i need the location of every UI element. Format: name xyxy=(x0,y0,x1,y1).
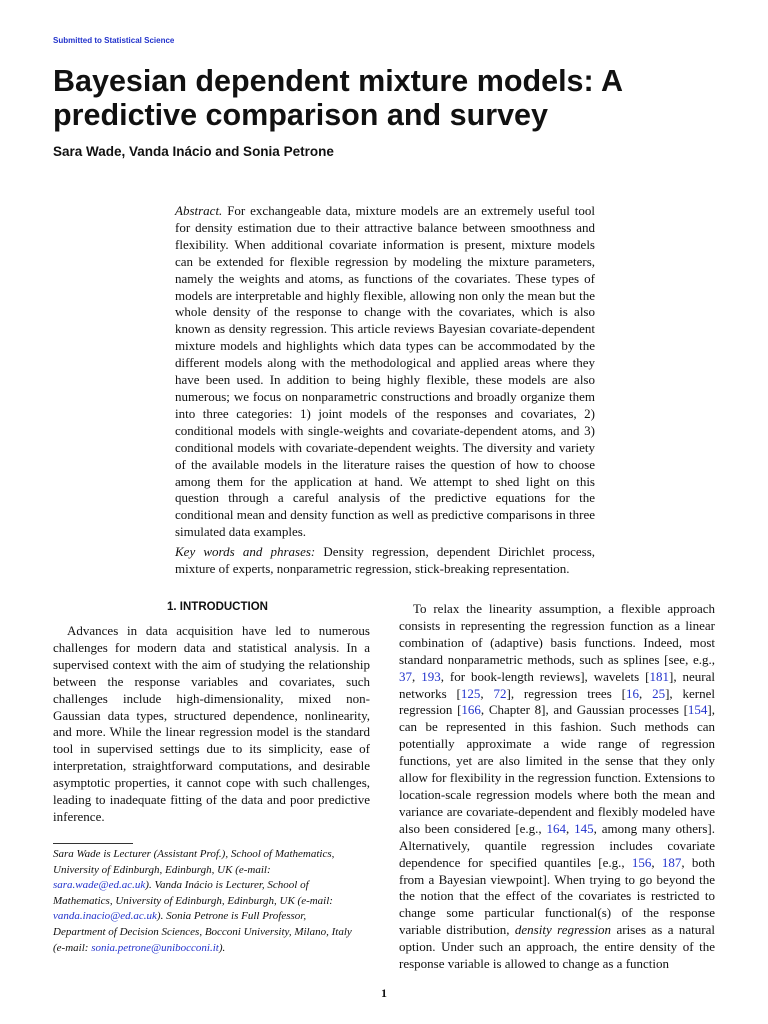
citation-link[interactable]: 25 xyxy=(652,685,666,701)
emphasis-term: density regression xyxy=(514,922,612,938)
citation-link[interactable]: 193 xyxy=(421,668,441,684)
text-run: ], regression trees [ xyxy=(506,685,626,701)
citation-link[interactable]: 125 xyxy=(460,685,481,701)
footnote-text: Sara Wade is Lecturer (Assistant Prof.), School of Mathematics, University of Edinburgh, Edinburgh, UK (e-mail: xyxy=(53,848,335,876)
text-run: , xyxy=(566,820,575,836)
text-run: , xyxy=(412,668,422,684)
author-footnote xyxy=(53,847,358,956)
text-run: , for book-length reviews], wavelets [ xyxy=(440,668,650,684)
text-run: ], kernel regression [ xyxy=(399,685,716,718)
citation-link[interactable]: 181 xyxy=(649,668,669,684)
citation-link[interactable]: 37 xyxy=(399,668,412,684)
text-run: , both from a Bayesian viewpoint]. When trying to go beyond the the notion that the effect of the covariates is restricted to change some particular functional(s) of the response variable distribution, xyxy=(399,854,716,938)
citation-link[interactable]: 72 xyxy=(493,685,507,701)
citation-link[interactable]: 187 xyxy=(661,854,682,870)
text-run: , xyxy=(651,854,662,870)
abstract-label: Abstract. xyxy=(175,203,223,218)
email-link-petrone[interactable]: sonia.petrone@unibocconi.it xyxy=(91,941,219,954)
footnote-text: ). Vanda Inácio is Lecturer, School of Mathematics, University of Edinburgh, Edinburgh, UK (e-mail: xyxy=(53,879,333,907)
author-list: Sara Wade, Vanda Inácio and Sonia Petrone xyxy=(53,144,334,159)
right-column-paragraph xyxy=(399,601,715,973)
text-run: , xyxy=(480,685,494,701)
citation-link[interactable]: 16 xyxy=(625,685,639,701)
keywords xyxy=(175,544,595,578)
left-column xyxy=(53,601,370,826)
text-run: To relax the linearity assumption, a flexible approach consists in representing the regression function as a linear combination of (adaptive) basis functions. Indeed, most standard nonparametric methods, such as splines [see, e.g., xyxy=(399,601,715,667)
citation-link[interactable]: 166 xyxy=(461,702,481,718)
footnote-text: ). Sonia Petrone is Full Professor, Department of Decision Sciences, Bocconi University, Milano, Italy (e-mail: xyxy=(53,910,352,954)
text-run: ], can be represented in this fashion. Such methods can potentially approximate a wide range of regression functions, yet are also limited in the sense that they only allow for flexibility in the regression function. Extensions to location-scale regression models where both the mean and variance are covariate-dependent and flexibly modeled have also been considered [e.g., xyxy=(399,702,715,836)
citation-link[interactable]: 154 xyxy=(687,702,708,718)
citation-link[interactable]: 164 xyxy=(546,820,567,836)
keywords-label: Key words and phrases: xyxy=(175,544,316,559)
text-run: , xyxy=(638,685,653,701)
page-number: 1 xyxy=(381,986,387,1000)
email-link-inacio[interactable]: vanda.inacio@ed.ac.uk xyxy=(53,910,157,923)
venue-note: Submitted to Statistical Science xyxy=(53,36,175,45)
citation-link[interactable]: 156 xyxy=(631,854,652,870)
section-heading: 1. INTRODUCTION xyxy=(167,601,268,613)
keywords-text: Density regression, dependent Dirichlet process, mixture of experts, nonparametric regression, stick-breaking representation. xyxy=(175,544,596,576)
intro-paragraph: Advances in data acquisition have led to numerous challenges for modern data and statistical analysis. In a supervised context with the aim of studying the relationship between the response variables and covariates, such challenges include high-dimensionality, mixed non-Gaussian data types, structured dependence, nonlinearity, and more. While the linear regression model is the standard tool in supervised settings due to its simplicity, ease of interpretation, straightforward computations, and desirable asymptotic properties, it cannot cope with such challenges, leading to inadequate fitting of the data and poor predictive inference. xyxy=(53,623,370,824)
footnote-rule xyxy=(53,843,133,844)
footnote-text: ). xyxy=(218,941,226,954)
text-run: , among many others]. Alternatively, quantile regression includes covariate dependence for specified quantiles [e.g., xyxy=(399,820,715,870)
abstract xyxy=(175,203,595,541)
citation-link[interactable]: 145 xyxy=(574,820,594,836)
paper-title: Bayesian dependent mixture models: A predictive comparison and survey xyxy=(53,64,622,132)
abstract-text: For exchangeable data, mixture models are an extremely useful tool for density estimation due to their attractive balance between smoothness and flexibility. When additional covariate information is present, mixture models can be extended for flexible regression by modeling the mixture parameters, namely the weights and atoms, as functions of the covariates. These types of models are interpretable and highly flexible, allowing non only the mean but the whole density of the response to change with the covariates, which is also known as density regression. This article reviews Bayesian covariate-dependent mixture models and highlights which data types can be accommodated by the different models along with the methodological and applied areas where they have been used. In addition to being highly flexible, these models are also numerous; we focus on nonparametric constructions and broadly organize them into three categories: 1) joint models of the responses and covariates, 2) conditional models with single-weights and covariate-dependent atoms, and 3) conditional models with covariate-dependent weights. The diversity and variety of the available models in the literature raises the question of how to choose among them for the application at hand. We attempt to shed light on this question through a careful analysis of the predictive equations for the conditional mean and density function as well as predictive comparisons in three simulated data examples. xyxy=(175,203,595,540)
text-run: , Chapter 8], and Gaussian processes [ xyxy=(480,702,688,718)
email-link-wade[interactable]: sara.wade@ed.ac.uk xyxy=(53,879,146,892)
text-run: ], neural networks [ xyxy=(399,668,715,701)
text-run: arises as a natural option. Under such an approach, the entire density of the response variable is allowed to change as a function xyxy=(399,922,716,972)
